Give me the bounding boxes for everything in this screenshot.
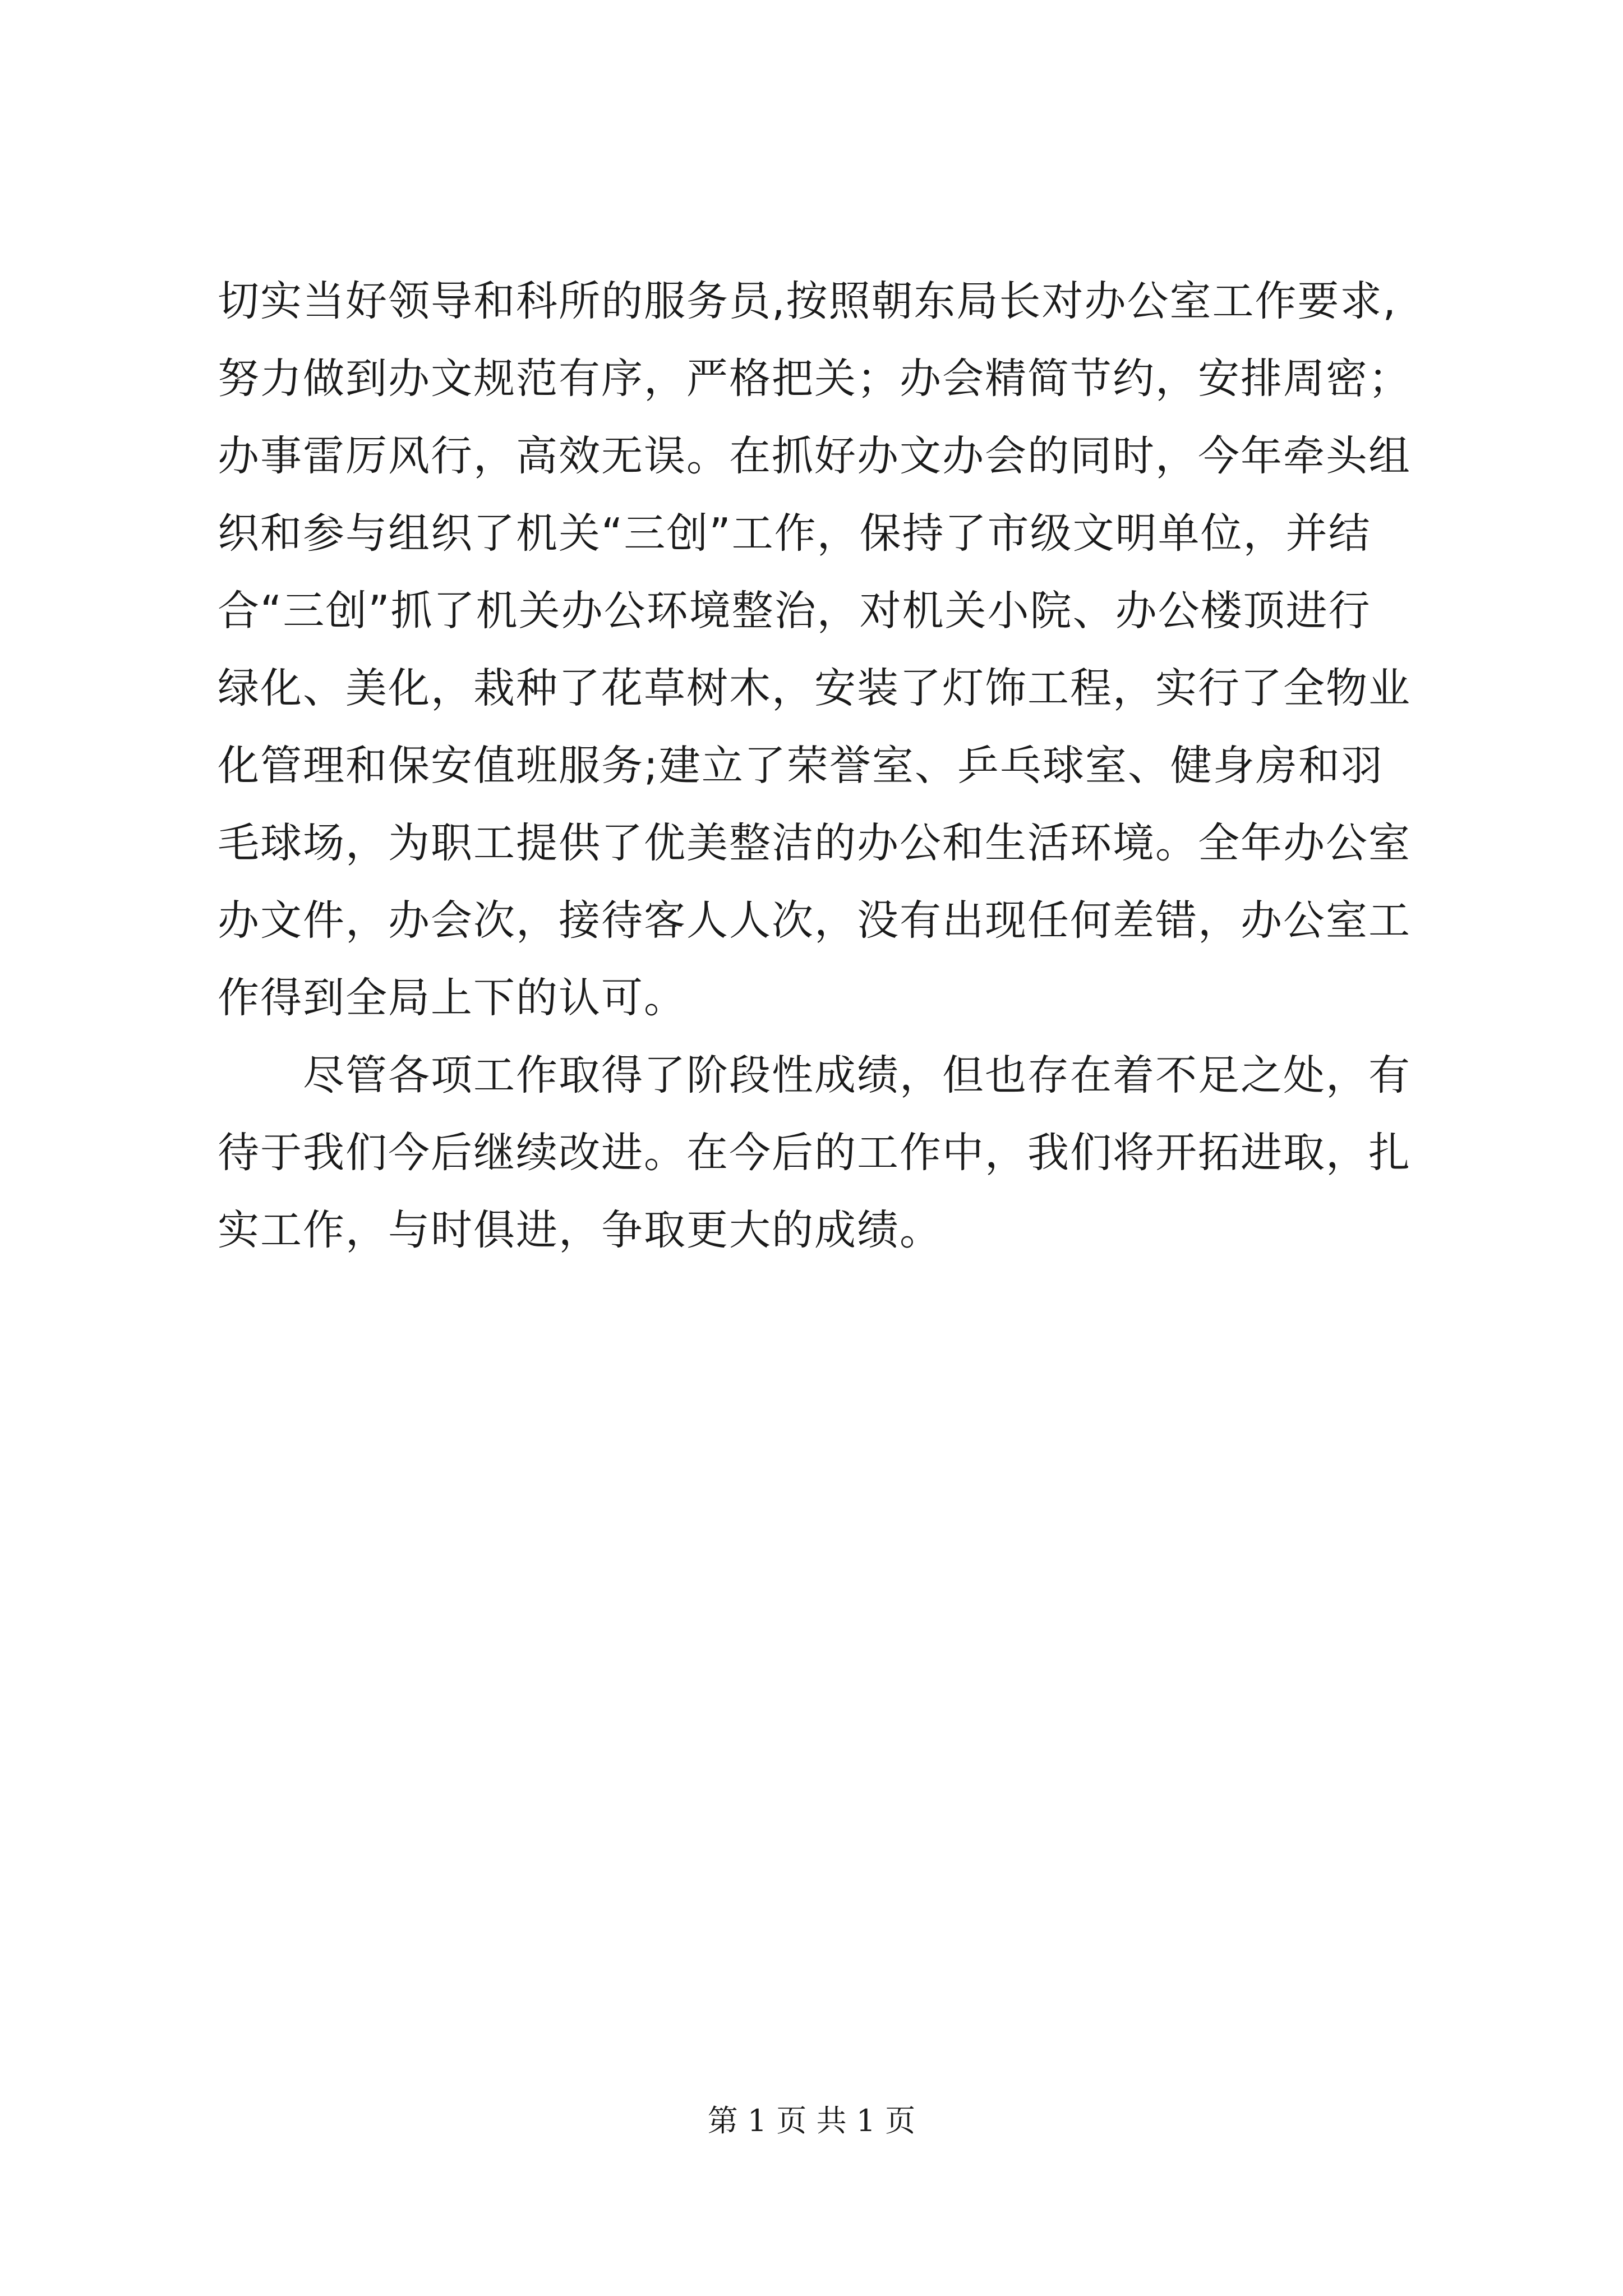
text-line: 待于我们今后继续改进。在今后的工作中，我们将开拓进取，扎: [218, 1129, 1411, 1177]
text-line: 织和参与组织了机关“三创”工作，保持了市级文明单位，并结: [218, 509, 1371, 558]
text-line: 作得到全局上下的认可。: [218, 974, 686, 1022]
text-line: 努力做到办文规范有序，严格把关；办会精简节约，安排周密；: [218, 355, 1411, 403]
text-line: 合“三创”抓了机关办公环境整治，对机关小院、办公楼顶进行: [218, 587, 1371, 635]
page-footer: 第 1 页 共 1 页: [707, 2103, 916, 2138]
text-line: 实工作，与时俱进，争取更大的成绩。: [218, 1206, 942, 1254]
text-line: 绿化、美化，栽种了花草树木，安装了灯饰工程，实行了全物业: [218, 664, 1411, 712]
text-line: 办文件，办会次，接待客人人次，没有出现任何差错，办公室工: [218, 896, 1411, 945]
text-line: 切实当好领导和科所的服务员,按照朝东局长对办公室工作要求,: [218, 277, 1398, 325]
document-body: [218, 263, 1418, 1269]
text-line: 办事雷厉风行，高效无误。在抓好办文办会的同时，今年牵头组: [218, 432, 1411, 480]
paragraph-start-line: 尽管各项工作取得了阶段性成绩，但也存在着不足之处，有: [303, 1051, 1411, 1099]
text-line: 化管理和保安值班服务;建立了荣誉室、乒乓球室、健身房和羽: [218, 742, 1384, 790]
text-line: 毛球场，为职工提供了优美整洁的办公和生活环境。全年办公室: [218, 819, 1411, 867]
